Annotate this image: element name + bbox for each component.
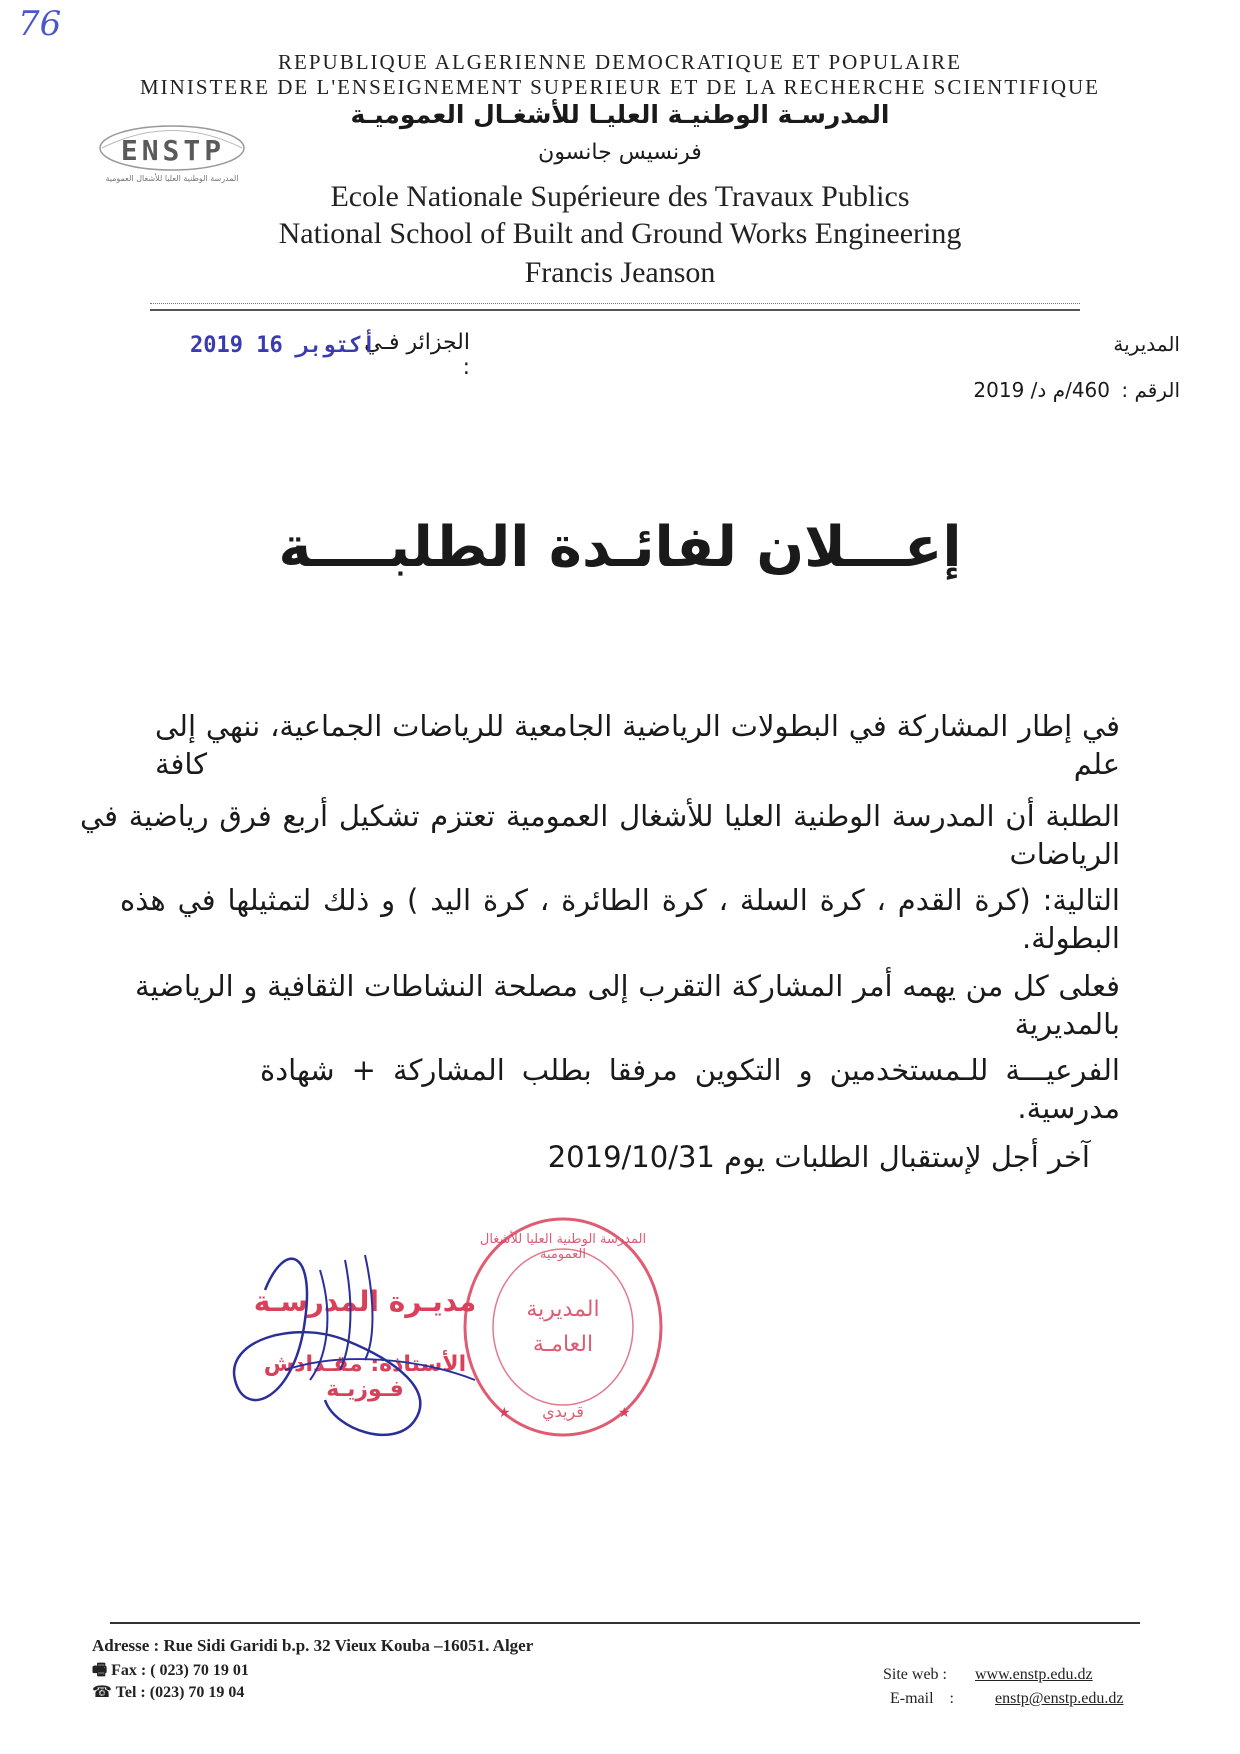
deadline-line: آخر أجل لإستقبال الطلبات يوم 2019/10/31	[547, 1140, 1090, 1174]
header-school-en: National School of Built and Ground Works Engineering	[278, 217, 962, 250]
fax-icon: 🖷	[92, 1660, 108, 1679]
body-line-4: فعلى كل من يهمه أمر المشاركة التقرب إلى مصلحة النشاطات الثقافية و الرياضية بالمديرية	[135, 969, 1120, 1041]
reference-label: الرقم :	[1121, 378, 1180, 402]
body-line-5: الفرعيـــة للـمستخدمين و التكوين مرفقا بطلب المشاركة + شهادة مدرسية.	[260, 1053, 1120, 1125]
svg-text:★: ★	[618, 1405, 631, 1421]
phone-icon: ☎	[92, 1682, 112, 1701]
footer-address: Adresse : Rue Sidi Garidi b.p. 32 Vieux Kouba –16051. Alger	[92, 1636, 534, 1655]
logo-text: ENSTP	[120, 134, 226, 167]
header-school-fr: Ecole Nationale Supérieure des Travaux Publics	[330, 180, 910, 213]
reference-number: 460/م د/ 2019	[973, 378, 1110, 402]
email-label-text: E-mail	[890, 1690, 934, 1707]
signatory-title: مديـرة المدرسـة	[253, 1285, 477, 1318]
signatory-name: الأستاذة: مقـدادش فـوزيـة	[263, 1352, 467, 1402]
fax-number: Fax : ( 023) 70 19 01	[111, 1662, 249, 1679]
header-founder: Francis Jeanson	[524, 256, 716, 289]
header-divider-top	[150, 303, 1080, 304]
body-line-2: الطلبة أن المدرسة الوطنية العليا للأشغال العمومية تعتزم تشكيل أربع فرق رياضية في الرياضات	[80, 799, 1120, 871]
tel-number: Tel : (023) 70 19 04	[115, 1684, 245, 1701]
body-line-3: التالية: (كرة القدم ، كرة السلة ، كرة الطائرة ، كرة اليد ) و ذلك لتمثيلها في هذه البطولة.	[120, 883, 1120, 955]
footer-divider	[110, 1622, 1140, 1624]
footer-email-link[interactable]: enstp@enstp.edu.dz	[995, 1690, 1124, 1707]
stamp-ring-text: المدرسة الوطنية العليا للأشغال العمومية	[479, 1232, 647, 1262]
header-divider	[150, 309, 1080, 311]
header-republic: REPUBLIQUE ALGERIENNE DEMOCRATIQUE ET POPULAIRE	[278, 50, 962, 74]
header-ministry: MINISTERE DE L'ENSEIGNEMENT SUPERIEUR ET DE LA RECHERCHE SCIENTIFIQUE	[140, 75, 1100, 99]
svg-text:★: ★	[498, 1405, 511, 1421]
footer-site-label: Site web :	[883, 1666, 947, 1683]
body-line-1: في إطار المشاركة في البطولات الرياضية الجامعية للرياضات الجماعية، ننهي إلى علم كافة	[155, 709, 1120, 781]
school-logo	[92, 118, 252, 198]
footer-email-label: E-mail :	[890, 1690, 954, 1707]
footer-site-link[interactable]: www.enstp.edu.dz	[975, 1666, 1093, 1683]
corner-mark: 76	[18, 4, 62, 44]
handwritten-signature	[225, 1230, 485, 1450]
stamp-center-1: المديرية	[526, 1297, 600, 1322]
footer-tel	[92, 1682, 244, 1702]
city-date-label: الجزائر فـي :	[364, 330, 470, 380]
header-founder-ar: فرنسيس جانسون	[538, 140, 702, 165]
header-school-ar: المدرسـة الوطنيـة العليـا للأشغـال العموميـة	[350, 100, 890, 129]
date-stamp: 2019 أكتوبر 16	[190, 333, 376, 358]
announcement-title: إعـــلان لفائـدة الطلبــــة	[278, 515, 962, 580]
logo-subtitle: المدرسة الوطنية العليا للأشغال العمومية	[105, 174, 239, 183]
stamp-bottom: قريدي	[542, 1402, 584, 1421]
stamp-center-2: العامـة	[532, 1332, 594, 1357]
official-stamp	[458, 1212, 668, 1442]
department-label: المديرية	[1113, 332, 1180, 356]
